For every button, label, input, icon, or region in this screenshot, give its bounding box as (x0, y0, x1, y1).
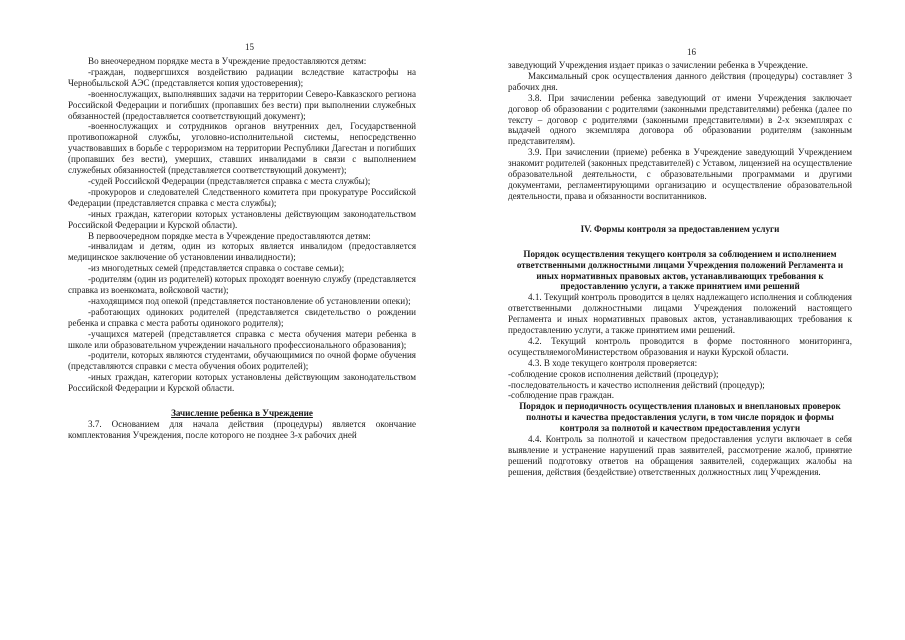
paragraph: 3.8. При зачислении ребенка заведующий от имени Учреждения заключает договор об образовании с родителями (законными представителями) ребенка (далее по тексту – договор с родителями (законными представителями) в 2-х экземплярах с выдачей одного экземпляра договора об образовании родителям (законным представителям). (508, 92, 852, 147)
list-item: -военнослужащих и сотрудников органов внутренних дел, Государственной противопожарной службы, уголовно-исполнительной системы, непосредственно участвовавших в борьбе с терроризмом на территории Республики Дагестан и погибших (пропавших без вести), умерших, ставших инвалидами в связи с выполнением служебных обязанностей (представляется соответствующий документ); (68, 121, 416, 176)
list-item: -находящимся под опекой (представляется постановление об установлении опеки); (88, 295, 411, 306)
paragraph: заведующий Учреждения издает приказ о зачислении ребенка в Учреждение. (508, 60, 808, 70)
paragraph: 3.7. Основанием для начала действия (процедуры) является окончание комплектования Учреждения, после которого не позднее 3-х рабочих дней (68, 419, 416, 440)
list-item: -прокуроров и следователей Следственного комитета при прокуратуре Российской Федерации (представляется справка с места службы); (68, 186, 416, 208)
subheading: Порядок осуществления текущего контроля за соблюдением и исполнением ответственными должностными лицами Учреждения положений Регламента и иных нормативных правовых актов, устанавливающих требования к предоставлению услуги, а также принятием ими решений (516, 248, 844, 292)
list-item: -граждан, подвергшихся воздействию радиации вследствие катастрофы на Чернобыльской АЭС (представляется копия удостоверения); (68, 66, 416, 88)
list-item: -судей Российской Федерации (представляется справка с места службы); (88, 175, 371, 186)
list-item: -учащихся матерей (представляется справка с места обучения матери ребенка в школе или образовательном учреждении начального профессионального образования); (68, 328, 416, 350)
paragraph: Во внеочередном порядке места в Учреждение предоставляются детям: (88, 56, 367, 66)
paragraph: 4.2. Текущий контроль проводится в форме постоянного мониторинга, осуществляемогоМинистерством образования и науки Курской области. (508, 335, 852, 357)
section-heading: Зачисление ребенка в Учреждение (171, 408, 313, 419)
paragraph: 4.1. Текущий контроль проводится в целях надлежащего исполнения и соблюдения ответственными должностными лицами Учреждения положений настоящего Регламента и иных нормативных правовых актов, устанавливающих требования к предоставлению услуги, а также принятием ими решений. (508, 292, 852, 336)
subheading: Порядок и периодичность осуществления плановых и внеплановых проверок полноты и качества предоставления услуги, в том числе порядок и формы контроля за полнотой и качеством предоставления услуги (519, 401, 841, 434)
list-item: -работающих одиноких родителей (представляется свидетельство о рождении ребенка и справка с места работы одинокого родителя); (68, 306, 416, 328)
paragraph: Максимальный срок осуществления данного действия (процедуры) составляет 3 рабочих дня. (508, 70, 852, 92)
list-item: -последовательность и качество исполнения действий (процедур); (508, 379, 765, 390)
list-item: -родители, которых являются студентами, обучающимися по очной форме обучения (представляются справки с места обучения обоих родителей); (68, 350, 416, 372)
list-item: -иных граждан, категории которых установлены действующим законодательством Российской Федерации и Курской области. (68, 372, 416, 394)
right-page (508, 0, 852, 640)
list-item: -иных граждан, категории которых установлены действующим законодательством Российской Федерации и Курской области). (68, 208, 416, 230)
page-body (508, 60, 852, 478)
section-title: IV. Формы контроля за предоставлением услуги (580, 223, 780, 234)
page-number: 16 (687, 47, 696, 57)
page-body (68, 56, 416, 441)
paragraph: В первоочередном порядке места в Учреждение предоставляются детям: (88, 230, 371, 241)
left-page (68, 0, 416, 640)
paragraph: 4.4. Контроль за полнотой и качеством предоставления услуги включает в себя выявление и устранение нарушений прав заявителей, рассмотрение жалоб, принятие решений подготовку ответов на обращения заявителей, содержащих жалобы на решения, действия (бездействие) ответственных должностных лиц Учреждения. (508, 434, 852, 477)
paragraph: 3.9. При зачислении (приеме) ребенка в Учреждение заведующий Учреждением знакомит родителей (законных представителей) с Уставом, лицензией на осуществление образовательной деятельности, с образовательными программами и другими документами, регламентирующими организацию и осуществление образовательной деятельности, права и обязанности воспитанников. (508, 147, 852, 201)
list-item: -из многодетных семей (представляется справка о составе семьи); (88, 263, 345, 274)
page-number: 15 (245, 42, 254, 52)
list-item: -инвалидам и детям, один из которых является инвалидом (предоставляется медицинское заключение об установлении инвалидности); (68, 241, 416, 263)
paragraph: 4.3. В ходе текущего контроля проверяется: (528, 357, 698, 368)
list-item: -родителям (один из родителей) которых проходят военную службу (представляется справка из военкомата, войсковой части); (68, 274, 416, 296)
list-item: -соблюдение прав граждан. (508, 390, 615, 401)
list-item: -военнослужащих, выполнявших задачи на территории Северо-Кавказского региона Российской Федерации и погибших (пропавших без вести) при выполнении служебных обязанностей (предоставляется соответствующий документ); (68, 88, 416, 121)
list-item: -соблюдение сроков исполнения действий (процедур); (508, 368, 719, 379)
